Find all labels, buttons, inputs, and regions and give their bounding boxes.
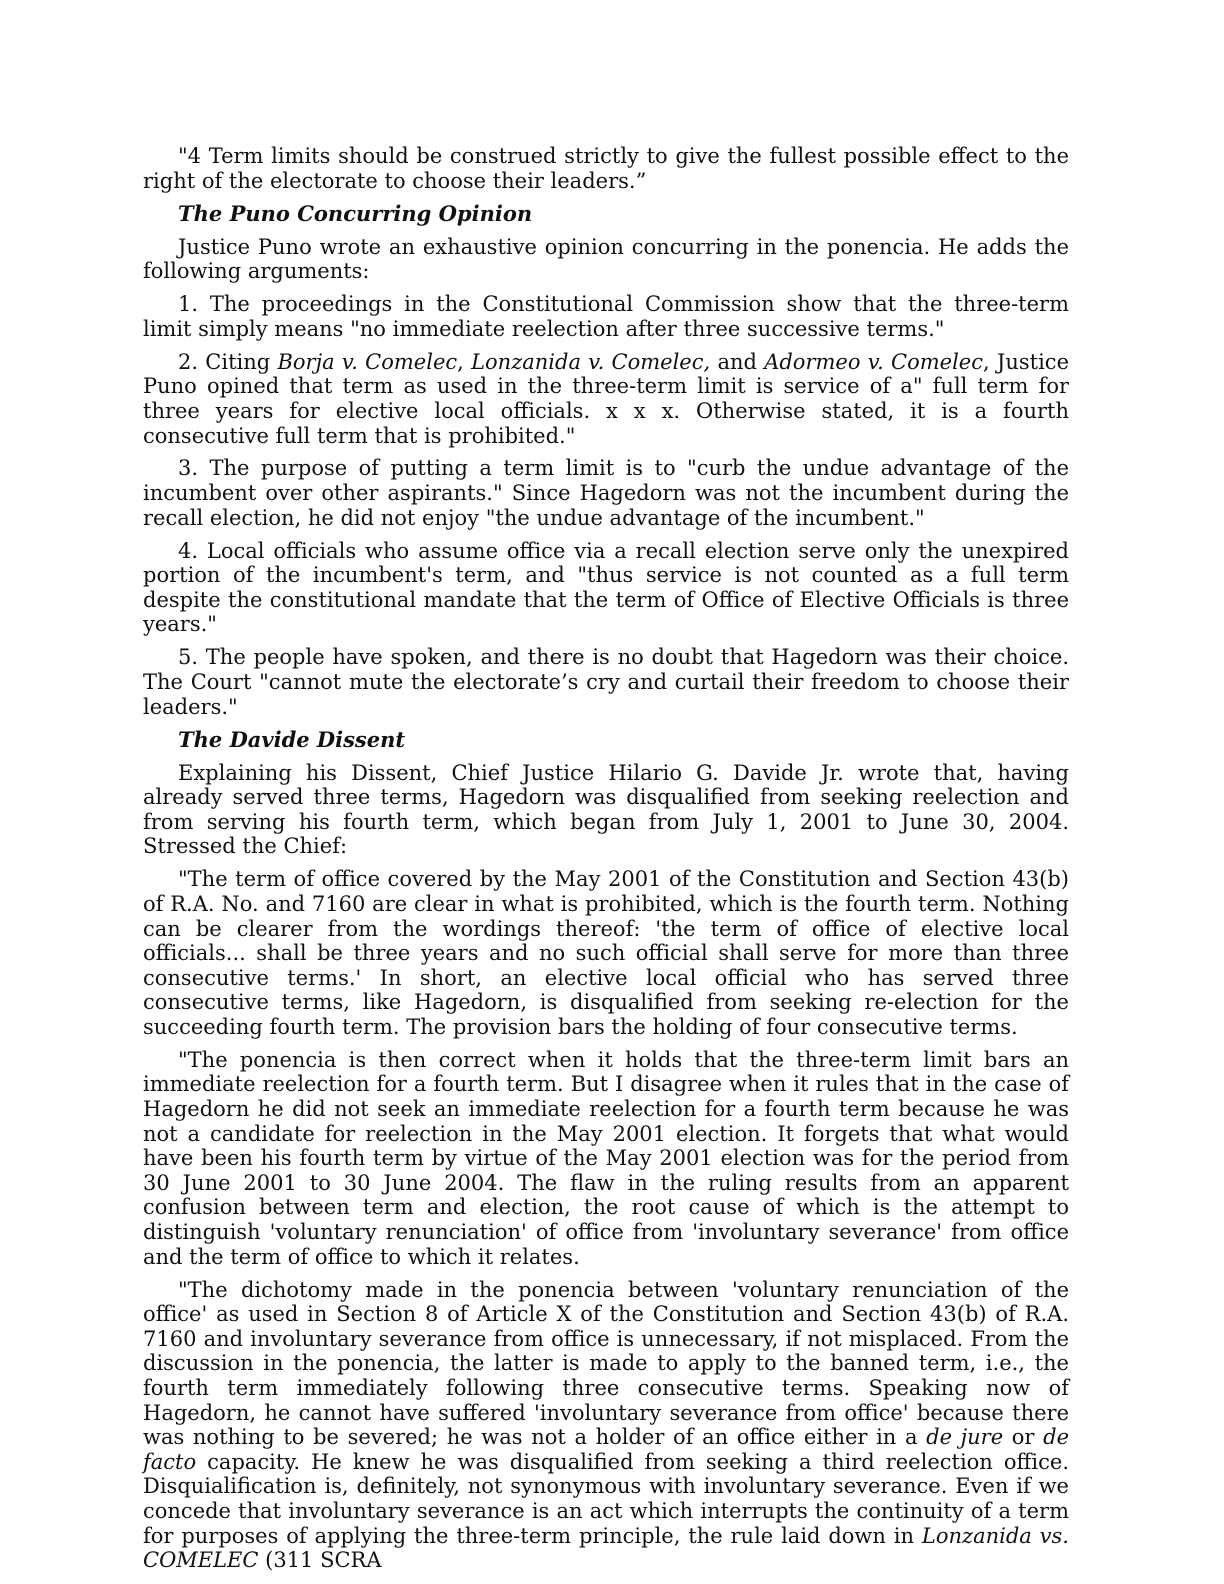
text-run: ,: [457, 349, 472, 374]
davide-quote-1: [143, 867, 1069, 1039]
davide-quote-3: [143, 1278, 1069, 1573]
text-run: Explaining his Dissent, Chief Justice Hilario G. Davide Jr. wrote that, having already served three terms, Hagedorn was disqualified from seeking reelection and from serving his fourth term, which began from July 1, 2001 to June 30, 2004. Stressed the Chief:: [143, 760, 1069, 859]
quote-paragraph-4: [143, 144, 1069, 193]
davide-intro-paragraph: [143, 761, 1069, 859]
text-run: 5. The people have spoken, and there is no doubt that Hagedorn was their choice. The Court "cannot mute the electorate’s cry and curtail their freedom to choose their leaders.": [143, 645, 1069, 719]
text-run: "The term of office covered by the May 2001 of the Constitution and Section 43(b) of R.A. No. and 7160 are clear in what is prohibited, which is the fourth term. Nothing can be clearer from the wordings thereof: 'the term of office of elective local officials... shall be three years and no such official shall serve for more than three consecutive terms.' In short, an elective local official who has served three consecutive terms, like Hagedorn, is disqualified from seeking re-election for the succeeding fourth term. The provision bars the holding of four consecutive terms.: [143, 867, 1069, 1039]
puno-argument-3: [143, 456, 1069, 530]
text-run: 1. The proceedings in the Constitutional Commission show that the three-term limit simply means "no immediate reelection after three successive terms.": [143, 292, 1069, 341]
text-run: (311 SCRA: [258, 1548, 382, 1573]
text-run: or: [1003, 1425, 1044, 1450]
text-run: "4 Term limits should be construed strictly to give the fullest possible effect to the right of the electorate to choose their leaders.”: [143, 144, 1069, 193]
italic-citation: Adormeo v. Comelec: [764, 349, 983, 374]
text-run: , Justice Puno opined that term as used in the three-term limit is service of a" full term for three years for elective local officials. x x x. Otherwise stated, it is a fourth consecutive full term that is prohibited.": [143, 349, 1069, 448]
document-body: [143, 144, 1069, 1581]
text-run: Justice Puno wrote an exhaustive opinion concurring in the ponencia. He adds the following arguments:: [143, 234, 1069, 284]
puno-argument-4: [143, 539, 1069, 637]
italic-citation: Lonzanida v. Comelec,: [471, 349, 711, 374]
text-run: The Davide Dissent: [178, 726, 406, 752]
italic-citation: Lonzanida vs. COMELEC: [143, 1523, 1069, 1573]
italic-citation: Borja v. Comelec: [277, 349, 458, 374]
text-run: and: [710, 349, 765, 374]
text-run: 3. The purpose of putting a term limit is to "curb the undue advantage of the incumbent over other aspirants." Since Hagedorn was not the incumbent during the recall election, he did not enjoy "the undue advantage of the incumbent.": [143, 456, 1069, 530]
puno-argument-2: [143, 350, 1069, 448]
heading-puno-concurring-opinion: [143, 202, 1069, 227]
puno-intro-paragraph: [143, 235, 1069, 284]
text-run: "The ponencia is then correct when it holds that the three-term limit bars an immediate reelection for a fourth term. But I disagree when it rules that in the case of Hagedorn he did not seek an immediate reelection for a fourth term because he was not a candidate for reelection in the May 2001 election. It forgets that what would have been his fourth term by virtue of the May 2001 election was for the period from 30 June 2001 to 30 June 2004. The flaw in the ruling results from an apparent confusion between term and election, the root cause of which is the attempt to distinguish 'voluntary renunciation' of office from 'involuntary severance' from office and the term of office to which it relates.: [143, 1047, 1069, 1269]
text-run: capacity. He knew he was disqualified from seeking a third reelection office. Disquialification is, definitely, not synonymous with involuntary severance. Even if we concede that involuntary severance is an act which interrupts the continuity of a term for purposes of applying the three-term principle, the rule laid down in: [143, 1449, 1069, 1548]
puno-argument-1: [143, 292, 1069, 341]
heading-davide-dissent: [143, 728, 1069, 753]
davide-quote-2: [143, 1048, 1069, 1269]
text-run: "The dichotomy made in the ponencia between 'voluntary renunciation of the office' as used in Section 8 of Article X of the Constitution and Section 43(b) of R.A. 7160 and involuntary severance from office is unnecessary, if not misplaced. From the discussion in the ponencia, the latter is made to apply to the banned term, i.e., the fourth term immediately following three consecutive terms. Speaking now of Hagedorn, he cannot have suffered 'involuntary severance from office' because there was nothing to be severed; he was not a holder of an office either in a: [143, 1277, 1069, 1450]
italic-citation: de jure: [926, 1425, 1004, 1450]
text-run: 4. Local officials who assume office via a recall election serve only the unexpired portion of the incumbent's term, and "thus service is not counted as a full term despite the constitutional mandate that the term of Office of Elective Officials is three years.": [143, 538, 1069, 637]
puno-argument-5: [143, 645, 1069, 719]
text-run: 2. Citing: [178, 349, 278, 374]
text-run: The Puno Concurring Opinion: [178, 200, 533, 226]
italic-citation: de facto: [143, 1425, 1069, 1474]
